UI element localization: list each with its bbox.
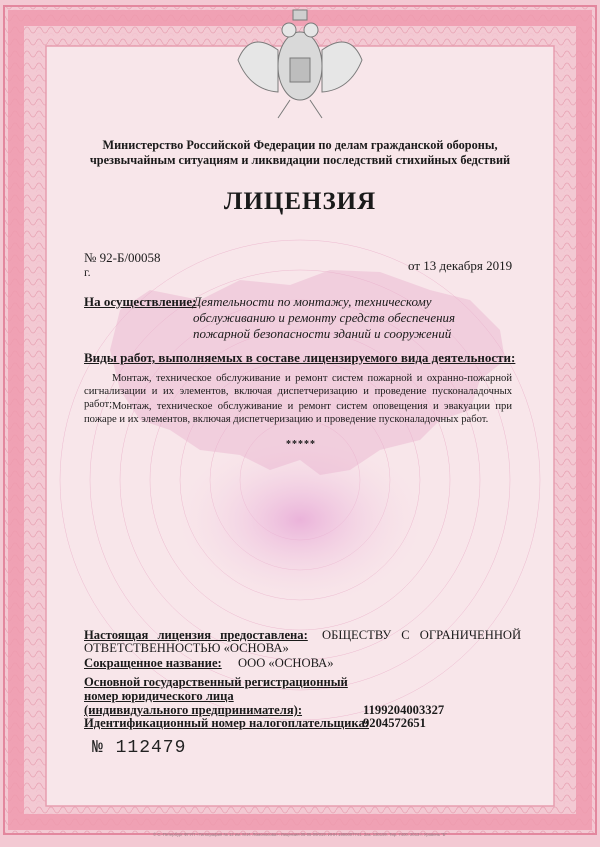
short-name-value: ООО «ОСНОВА» [238, 656, 334, 670]
document-title: ЛИЦЕНЗИЯ [223, 188, 377, 215]
section-separator: ***** [286, 439, 316, 450]
ministry-line-2: чрезвычайным ситуациям и ликвидации последствий стихийных бедствий [89, 153, 511, 167]
granted-value-line-2: ОТВЕТСТВЕННОСТЬЮ «ОСНОВА» [84, 641, 289, 655]
ogrn-value: 1199204003327 [363, 703, 445, 717]
activity-description: Деятельности по монтажу, техническому обслуживанию и ремонту средств обеспечения пожарной безопасности зданий и сооружений [193, 294, 456, 341]
inn-label: Идентификационный номер налогоплательщика: [84, 716, 369, 730]
works-heading: Виды работ, выполняемых в составе лицензируемого вида деятельности: [84, 350, 516, 365]
granted-value-line-1: ОБЩЕСТВУ С ОГРАНИЧЕННОЙ [322, 628, 522, 642]
ministry-line-1: Министерство Российской Федерации по делам гражданской обороны, [102, 138, 498, 152]
year-suffix: г. [84, 265, 91, 279]
short-name-label: Сокращенное название: [84, 656, 222, 670]
ogrn-label: Основной государственный регистрационный номер юридического лица (индивидуального предпринимателя): [84, 675, 348, 717]
issue-date: от 13 декабря 2019 [408, 258, 513, 273]
work-item-1: Монтаж, техническое обслуживание и ремонт систем пожарной и охранно-пожарной сигнализации и их элементов, включая диспетчеризацию и проведение пусконаладочных работ; [84, 373, 512, 410]
granted-label: Настоящая лицензия предоставлена: [84, 628, 308, 642]
inn-value: 9204572651 [363, 716, 426, 730]
work-item-2: Монтаж, техническое обслуживание и ремонт систем оповещения и эвакуации при пожаре и их элементов, включая диспетчеризацию и проведение пусконаладочных работ. [84, 401, 512, 425]
activity-label: На осуществление: [84, 294, 197, 309]
license-number: № 92-Б/00058 [84, 250, 161, 265]
ministry-header [60, 138, 540, 168]
printer-imprint: © С.-Петербург ФГУП «Типография № 12 им. М.И. Ломоносова». Лицензия 05-05-09/019. ИНН 1990007741. Зак. 130199. Тир. 7400. 2013 г. Уровень "Б" [153, 832, 447, 837]
blank-serial-number: № 112479 [92, 738, 187, 758]
